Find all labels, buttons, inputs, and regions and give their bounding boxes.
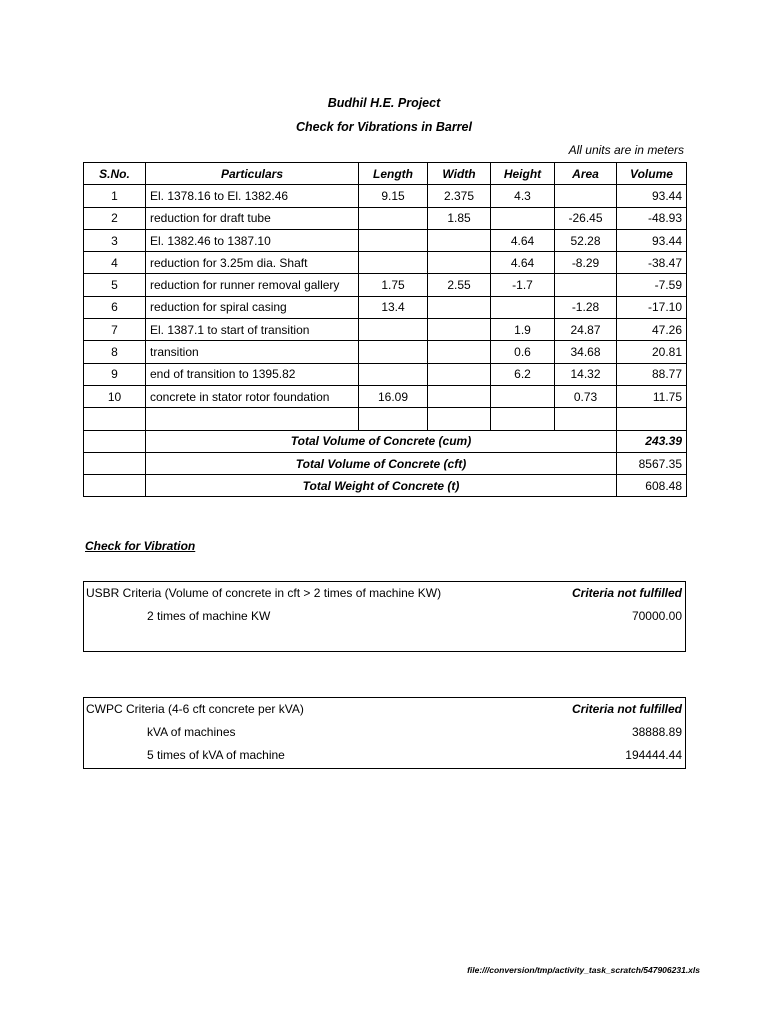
table-row <box>84 185 687 207</box>
cell-volume: 93.44 <box>617 185 687 207</box>
table-row <box>84 408 687 430</box>
column-header-sno: S.No. <box>84 163 146 185</box>
cell-width <box>428 408 491 430</box>
cell-volume: 93.44 <box>617 229 687 251</box>
cell-volume: -38.47 <box>617 252 687 274</box>
cell-width <box>428 341 491 363</box>
cell-volume: -17.10 <box>617 296 687 318</box>
cell-volume: 88.77 <box>617 363 687 385</box>
cwpc-criteria-result: Criteria not fulfilled <box>571 702 682 716</box>
table-row <box>84 274 687 296</box>
cell-sno: 9 <box>84 363 146 385</box>
cell-length <box>359 229 428 251</box>
cell-area: -26.45 <box>555 207 617 229</box>
column-header-length: Length <box>359 163 428 185</box>
cell-width <box>428 252 491 274</box>
total-value: 608.48 <box>617 475 687 497</box>
cell-sno: 10 <box>84 385 146 407</box>
cell-particulars <box>146 408 359 430</box>
total-value: 243.39 <box>617 430 687 452</box>
cell-particulars: El. 1382.46 to 1387.10 <box>146 229 359 251</box>
cell-particulars: concrete in stator rotor foundation <box>146 385 359 407</box>
cell-sno: 2 <box>84 207 146 229</box>
cell-area: 34.68 <box>555 341 617 363</box>
cell-length: 9.15 <box>359 185 428 207</box>
cell-height: -1.7 <box>491 274 555 296</box>
total-blank-cell <box>84 430 146 452</box>
cell-length <box>359 319 428 341</box>
cell-length: 16.09 <box>359 385 428 407</box>
table-header-row <box>84 163 687 185</box>
table-row <box>84 319 687 341</box>
cell-width: 2.55 <box>428 274 491 296</box>
cell-length <box>359 252 428 274</box>
column-header-volume: Volume <box>617 163 687 185</box>
cell-width <box>428 296 491 318</box>
cell-particulars: El. 1378.16 to El. 1382.46 <box>146 185 359 207</box>
table-row <box>84 341 687 363</box>
cell-width <box>428 319 491 341</box>
cell-volume: -7.59 <box>617 274 687 296</box>
usbr-machine-kw-value: 70000.00 <box>631 609 682 623</box>
cell-sno <box>84 408 146 430</box>
cell-height: 4.3 <box>491 185 555 207</box>
column-header-height: Height <box>491 163 555 185</box>
cwpc-criteria-box <box>83 697 686 769</box>
cwpc-kva-value: 38888.89 <box>631 725 682 739</box>
usbr-criteria-box <box>83 581 686 652</box>
total-label: Total Volume of Concrete (cum) <box>146 430 617 452</box>
cell-height: 6.2 <box>491 363 555 385</box>
units-note: All units are in meters <box>568 143 684 157</box>
cell-sno: 7 <box>84 319 146 341</box>
cell-width <box>428 363 491 385</box>
cell-height <box>491 296 555 318</box>
file-path-footer: file:///conversion/tmp/activity_task_scratch/547906231.xls <box>467 965 700 975</box>
cwpc-kva-label: kVA of machines <box>147 725 236 739</box>
cell-height: 0.6 <box>491 341 555 363</box>
cell-sno: 4 <box>84 252 146 274</box>
cell-area: -8.29 <box>555 252 617 274</box>
cell-area: 52.28 <box>555 229 617 251</box>
table-row <box>84 363 687 385</box>
cell-area: 24.87 <box>555 319 617 341</box>
cell-area: 14.32 <box>555 363 617 385</box>
cell-particulars: reduction for 3.25m dia. Shaft <box>146 252 359 274</box>
cell-sno: 1 <box>84 185 146 207</box>
cell-area: 0.73 <box>555 385 617 407</box>
column-header-area: Area <box>555 163 617 185</box>
concrete-volume-table <box>83 162 687 497</box>
cwpc-criteria-row <box>84 698 685 721</box>
cell-sno: 3 <box>84 229 146 251</box>
cell-height: 4.64 <box>491 229 555 251</box>
usbr-machine-kw-label: 2 times of machine KW <box>147 609 271 623</box>
cell-particulars: El. 1387.1 to start of transition <box>146 319 359 341</box>
cell-volume <box>617 408 687 430</box>
cell-width: 1.85 <box>428 207 491 229</box>
cell-volume: 11.75 <box>617 385 687 407</box>
cwpc-5x-kva-value: 194444.44 <box>625 748 682 762</box>
table-row <box>84 207 687 229</box>
cell-sno: 8 <box>84 341 146 363</box>
table-row <box>84 385 687 407</box>
cell-width: 2.375 <box>428 185 491 207</box>
cell-area <box>555 408 617 430</box>
cell-width <box>428 385 491 407</box>
cell-length: 13.4 <box>359 296 428 318</box>
total-blank-cell <box>84 452 146 474</box>
usbr-criteria-label: USBR Criteria (Volume of concrete in cft > 2 times of machine KW) <box>86 586 442 600</box>
cell-particulars: reduction for draft tube <box>146 207 359 229</box>
cwpc-5x-kva-label: 5 times of kVA of machine <box>147 748 285 762</box>
cell-volume: -48.93 <box>617 207 687 229</box>
usbr-criteria-result: Criteria not fulfilled <box>571 586 682 600</box>
column-header-width: Width <box>428 163 491 185</box>
cwpc-kva-row <box>84 721 685 744</box>
table-row <box>84 229 687 251</box>
cell-volume: 47.26 <box>617 319 687 341</box>
cell-volume: 20.81 <box>617 341 687 363</box>
total-label: Total Weight of Concrete (t) <box>146 475 617 497</box>
table-row <box>84 252 687 274</box>
cell-length <box>359 363 428 385</box>
table-row <box>84 296 687 318</box>
cell-area <box>555 185 617 207</box>
cell-area <box>555 274 617 296</box>
cwpc-5x-kva-row <box>84 744 685 767</box>
cell-area: -1.28 <box>555 296 617 318</box>
cell-particulars: end of transition to 1395.82 <box>146 363 359 385</box>
cell-length <box>359 408 428 430</box>
total-row <box>84 452 687 474</box>
total-row <box>84 475 687 497</box>
cell-height: 1.9 <box>491 319 555 341</box>
total-value: 8567.35 <box>617 452 687 474</box>
cell-sno: 6 <box>84 296 146 318</box>
usbr-machine-kw-row <box>84 605 685 628</box>
cell-height: 4.64 <box>491 252 555 274</box>
total-label: Total Volume of Concrete (cft) <box>146 452 617 474</box>
cell-height <box>491 385 555 407</box>
cell-particulars: reduction for spiral casing <box>146 296 359 318</box>
usbr-criteria-row <box>84 582 685 605</box>
cell-particulars: transition <box>146 341 359 363</box>
cell-sno: 5 <box>84 274 146 296</box>
check-for-vibration-heading: Check for Vibration <box>85 539 196 553</box>
cwpc-criteria-label: CWPC Criteria (4-6 cft concrete per kVA) <box>86 702 304 716</box>
project-title: Budhil H.E. Project <box>327 96 441 110</box>
cell-height <box>491 207 555 229</box>
total-blank-cell <box>84 475 146 497</box>
cell-length: 1.75 <box>359 274 428 296</box>
cell-length <box>359 207 428 229</box>
total-row <box>84 430 687 452</box>
cell-length <box>359 341 428 363</box>
cell-particulars: reduction for runner removal gallery <box>146 274 359 296</box>
page-subtitle: Check for Vibrations in Barrel <box>296 120 472 134</box>
column-header-particulars: Particulars <box>146 163 359 185</box>
cell-width <box>428 229 491 251</box>
cell-height <box>491 408 555 430</box>
